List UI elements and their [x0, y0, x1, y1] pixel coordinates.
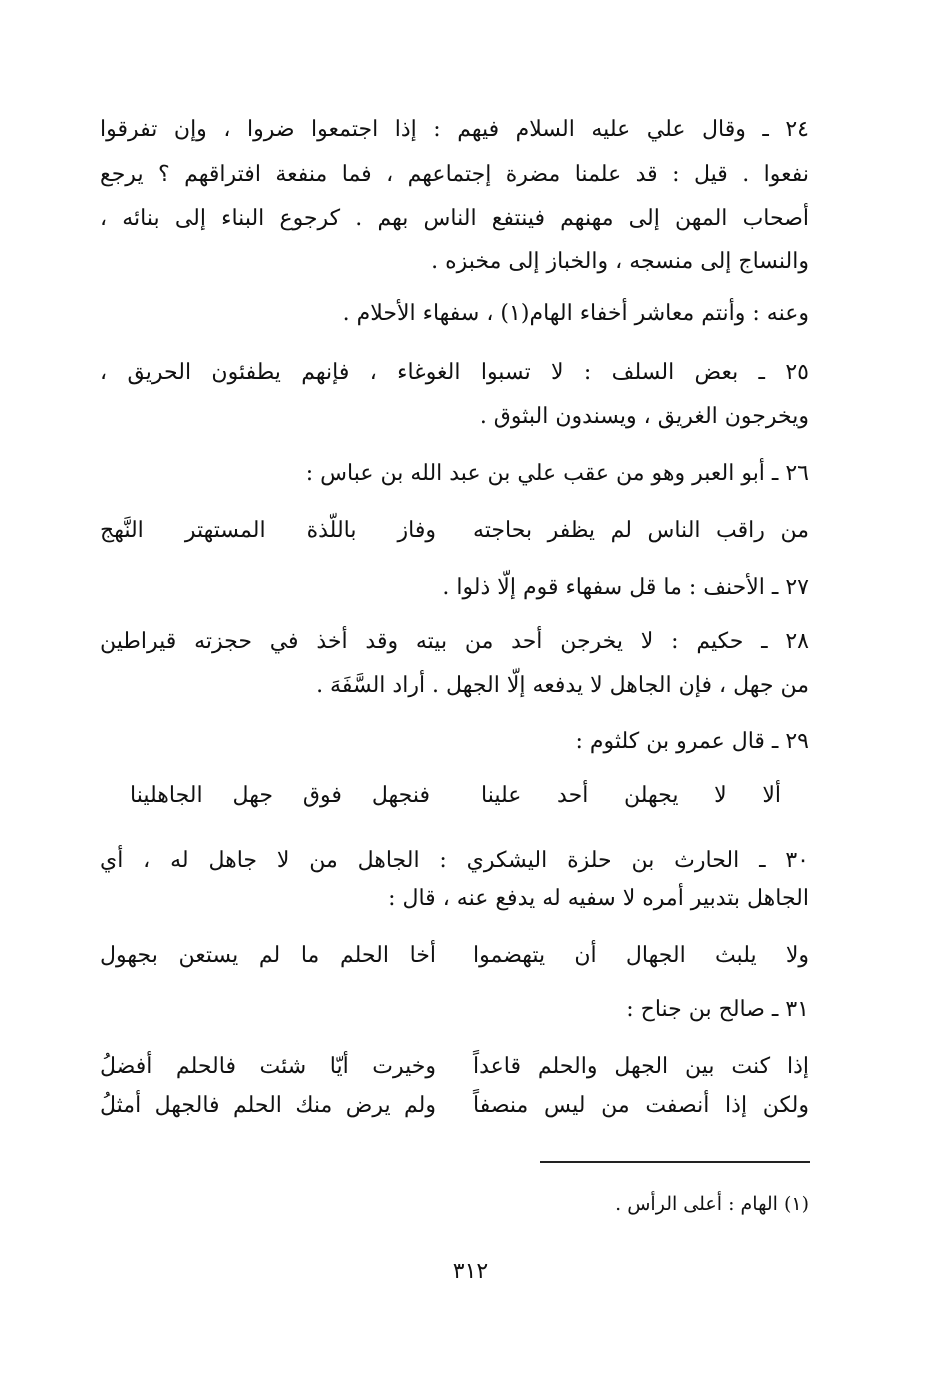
verse-line [100, 1090, 809, 1122]
verse-line [130, 780, 781, 812]
verse-first-hemistich: من راقب الناس لم يظفر بحاجته [473, 518, 809, 543]
verse-line [100, 1051, 809, 1083]
text-line: نفعوا . قيل : قد علمنا مضرة إجتماعهم ، فما منفعة افتراقهم ؟ يرجع [100, 162, 809, 187]
text-line: ٢٧ ـ الأحنف : ما قل سفهاء قوم إلّا ذلوا . [442, 575, 809, 600]
verse-second-hemistich: وخيرت أيّا شئت فالحلم أفضلُ [100, 1054, 436, 1079]
text-line: ويخرجون الغريق ، ويسندون البثوق . [479, 404, 809, 429]
verse-second-hemistich: أخا الحلم ما لم يستعن بجهول [100, 943, 436, 968]
text-line: وعنه : وأنتم معاشر أخفاء الهام(١) ، سفهاء الأحلام . [342, 301, 809, 326]
verse-line [100, 940, 809, 972]
page-number: ٣١٢ [452, 1259, 489, 1284]
text-line: أصحاب المهن إلى مهنهم فينتفع الناس بهم . كرجوع البناء إلى بنائه ، [100, 206, 809, 231]
footnote-separator [540, 1161, 810, 1163]
verse-second-hemistich: ولم يرض منك الحلم فالجهل أمثلُ [100, 1093, 436, 1118]
verse-first-hemistich: ولكن إذا أنصفت من ليس منصفاً [473, 1093, 809, 1118]
text-line: ٢٩ ـ قال عمرو بن كلثوم : [575, 729, 809, 754]
text-line: ٢٤ ـ وقال علي عليه السلام فيهم : إذا اجتمعوا ضروا ، وإن تفرقوا [100, 117, 809, 142]
text-line: ٣١ ـ صالح بن جناح : [626, 997, 809, 1022]
footnote: (١) الهام : أعلى الرأس . [615, 1193, 809, 1215]
verse-line [100, 515, 809, 547]
verse-first-hemistich: ولا يلبث الجهال أن يتهضموا [473, 943, 809, 968]
verse-first-hemistich: إذا كنت بين الجهل والحلم قاعداً [473, 1054, 809, 1079]
verse-first-hemistich: ألا لا يجهلن أحد علينا [481, 783, 781, 808]
text-line: ٢٥ ـ بعض السلف : لا تسبوا الغوغاء ، فإنهم يطفئون الحريق ، [100, 360, 809, 385]
verse-second-hemistich: فنجهل فوق جهل الجاهلينا [130, 783, 430, 808]
text-line: الجاهل بتدبير أمره لا سفيه له يدفع عنه ، قال : [388, 886, 809, 911]
text-line: ٢٦ ـ أبو العبر وهو من عقب علي بن عبد الله بن عباس : [305, 461, 809, 486]
verse-second-hemistich: وفاز باللّذة المستهتر النَّهج [100, 518, 436, 543]
text-line: ٣٠ ـ الحارث بن حلزة اليشكري : الجاهل من لا جاهل له ، أي [100, 848, 809, 873]
text-line: من جهل ، فإن الجاهل لا يدفعه إلّا الجهل . أراد السَّفَهَ . [316, 673, 809, 698]
text-line: ٢٨ ـ حكيم : لا يخرجن أحد من بيته وقد أخذ في حجزته قيراطين [100, 629, 809, 654]
text-line: والنساج إلى منسجه ، والخباز إلى مخبزه . [431, 249, 809, 274]
